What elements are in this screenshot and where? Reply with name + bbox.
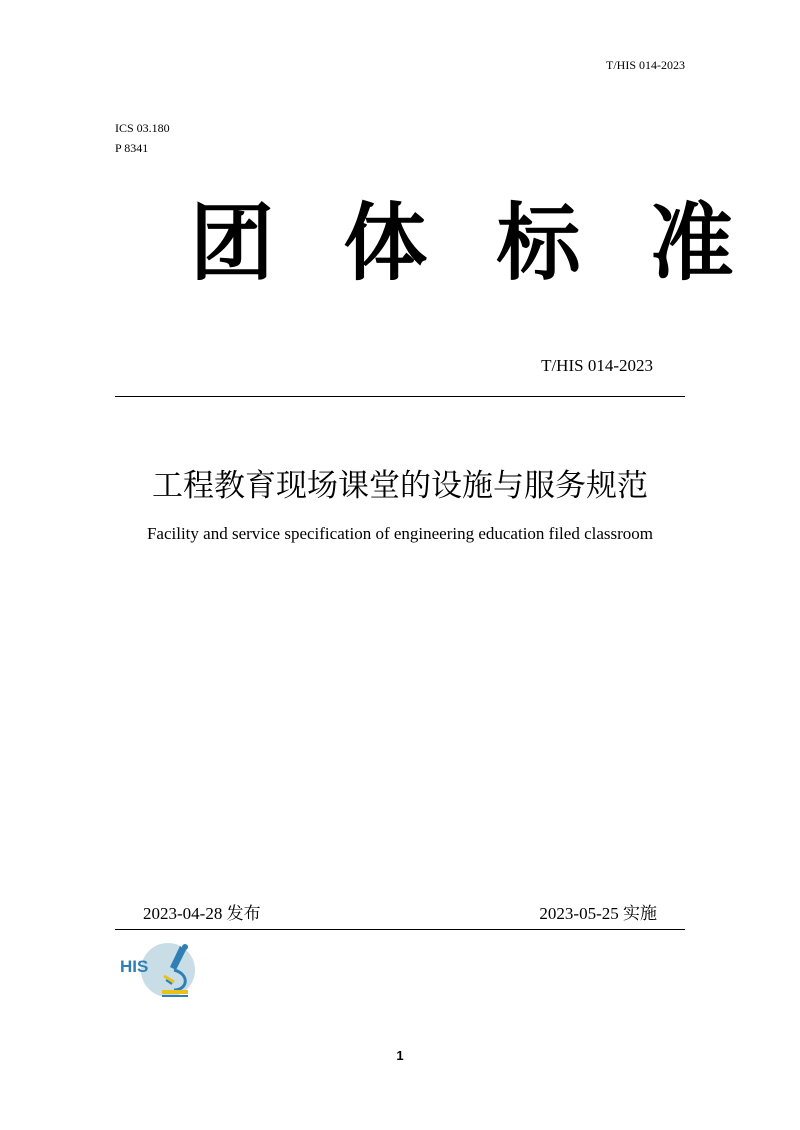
document-type-heading: 团 体 标 准 [190,193,754,292]
implement-date-line [539,899,657,924]
standard-number: T/HIS 014-2023 [541,356,653,375]
page-number: 1 [396,1048,404,1063]
publish-date-line [143,899,261,924]
implement-label: 实施 [623,904,657,924]
ccs-code: P 8341 [115,141,149,155]
publish-label: 发布 [226,904,261,924]
microscope-icon [118,940,198,1000]
bottom-divider [115,929,685,930]
his-logo [118,940,198,1000]
logo-text: HIS [120,957,149,976]
english-title: Facility and service specification of engineering education filed classroom [146,524,654,543]
top-divider [115,396,685,397]
publish-date: 2023-04-28 [143,904,223,923]
implement-date: 2023-05-25 [539,904,619,923]
ics-code: ICS 03.180 [115,121,170,135]
header-standard-code: T/HIS 014-2023 [606,58,685,72]
classification-block [115,118,170,158]
chinese-title: 工程教育现场课堂的设施与服务规范 [152,468,648,504]
